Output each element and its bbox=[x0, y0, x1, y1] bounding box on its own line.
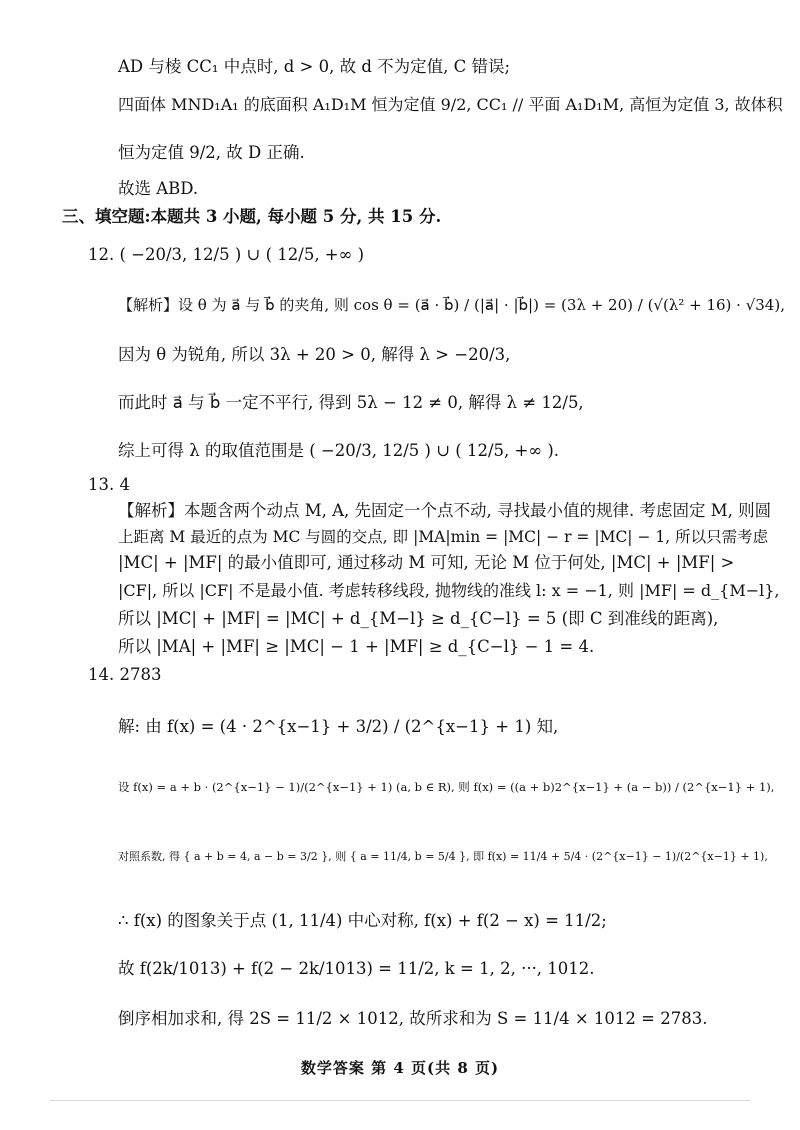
q12-answer: 12. ( −20/3, 12/5 ) ∪ ( 12/5, +∞ ) bbox=[88, 245, 365, 264]
q12-analysis-3: 而此时 a⃗ 与 b⃗ 一定不平行, 得到 5λ − 12 ≠ 0, 解得 λ ≠ 12/5, bbox=[118, 393, 584, 412]
q13-analysis-3: |MC| + |MF| 的最小值即可, 通过移动 M 可知, 无论 M 位于何处, |MC| + |MF| > bbox=[118, 553, 735, 572]
page-footer: 数学答案 第 4 页(共 8 页) bbox=[300, 1059, 500, 1077]
text-line-2: 四面体 MND₁A₁ 的底面积 A₁D₁M 恒为定值 9/2, CC₁ // 平面 A₁D₁M, 高恒为定值 3, 故体积 bbox=[118, 95, 783, 114]
q14-solution-1: 解: 由 f(x) = (4 · 2^{x−1} + 3/2) / (2^{x−1} + 1) 知, bbox=[118, 717, 559, 736]
q13-answer: 13. 4 bbox=[88, 475, 130, 494]
q14-answer: 14. 2783 bbox=[88, 665, 162, 684]
q13-analysis-1: 【解析】本题含两个动点 M, A, 先固定一个点不动, 寻找最小值的规律. 考虑固定 M, 则圆 bbox=[118, 501, 772, 520]
q13-analysis-2: 上距离 M 最近的点为 MC 与圆的交点, 即 |MA|min = |MC| − r = |MC| − 1, 所以只需考虑 bbox=[118, 528, 769, 546]
q14-solution-3: 对照系数, 得 { a + b = 4, a − b = 3/2 }, 则 { a = 11/4, b = 5/4 }, 即 f(x) = 11/4 + 5/4 · (2^{x−1} − 1)/(2^{x−1} + 1), bbox=[118, 850, 768, 863]
q14-solution-6: 倒序相加求和, 得 2S = 11/2 × 1012, 故所求和为 S = 11/4 × 1012 = 2783. bbox=[118, 1009, 708, 1028]
q12-analysis-4: 综上可得 λ 的取值范围是 ( −20/3, 12/5 ) ∪ ( 12/5, +∞ ). bbox=[118, 441, 560, 460]
q14-solution-2: 设 f(x) = a + b · (2^{x−1} − 1)/(2^{x−1} + 1) (a, b ∈ R), 则 f(x) = ((a + b)2^{x−1} + (a − b)) / (2^{x−1} + 1), bbox=[118, 780, 775, 794]
q12-analysis-1: 【解析】设 θ 为 a⃗ 与 b⃗ 的夹角, 则 cos θ = (a⃗ · b⃗) / (|a⃗| · |b⃗|) = (3λ + 20) / (√(λ² + 16) · √34), bbox=[118, 296, 785, 314]
text-line-1: AD 与棱 CC₁ 中点时, d > 0, 故 d 不为定值, C 错误; bbox=[118, 57, 511, 76]
q14-solution-5: 故 f(2k/1013) + f(2 − 2k/1013) = 11/2, k = 1, 2, ···, 1012. bbox=[118, 959, 595, 978]
q13-analysis-6: 所以 |MA| + |MF| ≥ |MC| − 1 + |MF| ≥ d_{C−l} − 1 = 4. bbox=[118, 637, 595, 656]
q12-analysis-2: 因为 θ 为锐角, 所以 3λ + 20 > 0, 解得 λ > −20/3, bbox=[118, 345, 511, 364]
text-line-4: 故选 ABD. bbox=[118, 179, 199, 198]
q13-analysis-5: 所以 |MC| + |MF| = |MC| + d_{M−l} ≥ d_{C−l} = 5 (即 C 到准线的距离), bbox=[118, 609, 719, 628]
section-heading: 三、填空题:本题共 3 小题, 每小题 5 分, 共 15 分. bbox=[62, 207, 442, 226]
bottom-divider bbox=[50, 1100, 750, 1101]
q14-solution-4: ∴ f(x) 的图象关于点 (1, 11/4) 中心对称, f(x) + f(2 − x) = 11/2; bbox=[118, 911, 607, 930]
text-line-3: 恒为定值 9/2, 故 D 正确. bbox=[118, 143, 305, 162]
q13-analysis-4: |CF|, 所以 |CF| 不是最小值. 考虑转移线段, 抛物线的准线 l: x = −1, 则 |MF| = d_{M−l}, bbox=[118, 581, 780, 600]
